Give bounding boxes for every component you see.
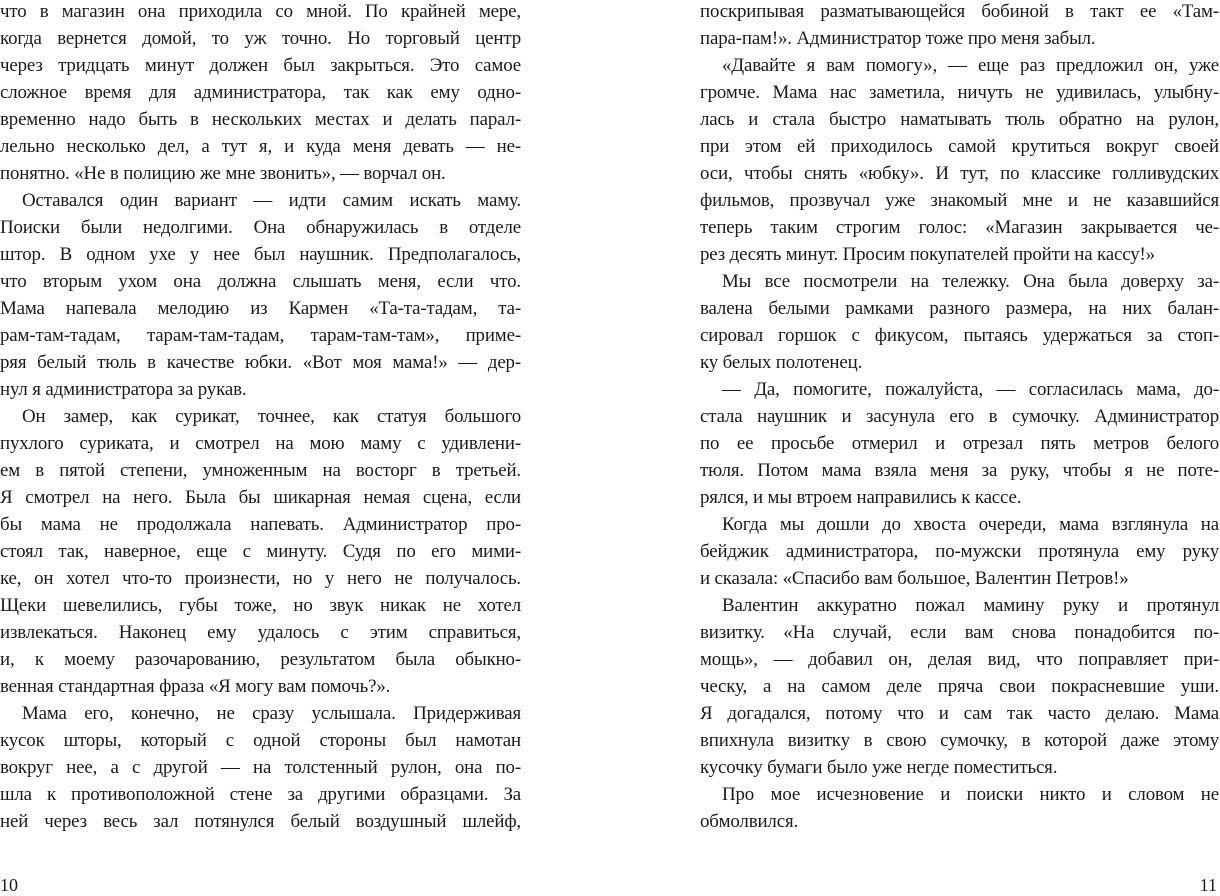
text-line: Я догадался, потому что и сам так часто делаю. Мама [700,703,1219,724]
text-line: Мы все посмотрели на тележку. Она была доверху за- [722,271,1219,292]
text-line: ку белых полотенец. [700,352,863,373]
text-line: извлекаться. Наконец ему удалось с этим справиться, [0,622,521,643]
text-line: стала наушник и засунула его в сумочку. Администратор [700,406,1219,427]
text-line: рез десять минут. Просим покупателей пройти на кассу!» [700,244,1155,265]
text-line: оси, чтобы снять «юбку». И тут, по классике голливудских [700,163,1219,184]
text-line: ческу, а на самом деле пряча свои покрасневшие уши. [700,676,1219,697]
text-line: Валентин аккуратно пожал мамину руку и протянул [722,595,1219,616]
text-line: впихнула визитку в свою сумочку, в которой даже этому [700,730,1219,751]
text-line: вокруг нее, а с другой — на толстенный рулон, она по- [0,757,521,778]
text-line: тюля. Потом мама взяла меня за руку, чтобы я не поте- [700,460,1219,481]
text-line: фильмов, прозвучал уже знакомый мне и не казавшийся [700,190,1219,211]
text-line: — Да, помогите, пожалуйста, — согласилась мама, до- [722,379,1219,400]
text-line: громче. Мама нас заметила, ничуть не удивилась, улыбну- [700,82,1219,103]
text-line: Он замер, как сурикат, точнее, как статуя большого [22,406,521,427]
text-line: венная стандартная фраза «Я могу вам помочь?». [0,676,391,697]
text-line: обмолвился. [700,811,799,832]
text-line: Поиски были недолгими. Она обнаружилась в отделе [0,217,521,238]
right-page-text [700,0,1219,835]
text-line: что вторым ухом она должна слышать меня, если что. [0,271,521,292]
text-line: пара-пам!». Администратор тоже про меня забыл. [700,28,1096,49]
text-line: пухлого суриката, и смотрел на мою маму с удивлени- [0,433,521,454]
text-line: нул я администратора за рукав. [0,379,247,400]
text-line: штор. В одном ухе у нее был наушник. Предполагалось, [0,244,521,265]
text-line: валена белыми рамками разного размера, на них балан- [700,298,1219,319]
text-line: лельно несколько дел, а тут я, и куда меня девать — не- [0,136,521,157]
text-line: рялся, и мы втроем направились к кассе. [700,487,1022,508]
text-line: понятно. «Не в полицию же мне звонить», — ворчал он. [0,163,446,184]
text-line: Я смотрел на него. Была бы шикарная немая сцена, если [0,487,521,508]
page-number-left: 10 [0,875,18,895]
text-line: шла к противоположной стене за другими образцами. За [0,784,521,805]
text-line: лась и стала быстро наматывать тюль обратно на рулон, [700,109,1219,130]
text-line: сложное время для администратора, так как ему одно- [0,82,521,103]
text-line: и, к моему разочарованию, результатом была обыкно- [0,649,521,670]
left-page-text [0,0,521,835]
text-line: временно надо быть в нескольких местах и делать парал- [0,109,521,130]
text-line: Мама напевала мелодию из Кармен «Та-та-тадам, та- [0,298,521,319]
text-line: ней через весь зал потянулся белый воздушный шлейф, [0,811,521,832]
left-page [0,0,560,896]
text-line: ке, он хотел что-то произнести, но у него не получалось. [0,568,521,589]
text-line: мощь», — добавил он, делая вид, что поправляет при- [700,649,1219,670]
text-line: при этом ей приходилось самой крутиться вокруг своей [700,136,1219,157]
text-line: кусочку бумаги было уже негде поместиться. [700,757,1058,778]
right-page [645,0,1220,896]
text-line: по ее просьбе отмерил и отрезал пять метров белого [700,433,1219,454]
text-line: Оставался один вариант — идти самим искать маму. [22,190,521,211]
text-line: стоял так, наверное, еще с минуту. Судя по его мими- [0,541,521,562]
text-line: Щеки шевелились, губы тоже, но звук никак не хотел [0,595,521,616]
text-line: когда вернется домой, то уж точно. Но торговый центр [0,28,521,49]
text-line: «Давайте я вам помогу», — еще раз предложил он, уже [722,55,1219,76]
text-line: Когда мы дошли до хвоста очереди, мама взглянула на [722,514,1219,535]
text-line: сировал горшок с фикусом, пытаясь удержаться за стоп- [700,325,1219,346]
text-line: Про мое исчезновение и поиски никто и словом не [722,784,1219,805]
text-line: теперь таким строгим голос: «Магазин закрывается че- [700,217,1219,238]
text-line: через тридцать минут должен был закрыться. Это самое [0,55,521,76]
text-line: визитку. «На случай, если вам снова понадобится по- [700,622,1219,643]
page-number-right: 11 [1199,875,1217,895]
text-line: бейджик администратора, по-мужски протянула ему руку [700,541,1219,562]
text-line: бы мама не продолжала напевать. Администратор про- [0,514,521,535]
text-line: ем в пятой степени, умноженным на восторг в третьей. [0,460,521,481]
text-line: рам-там-тадам, тарам-там-тадам, тарам-там-там», приме- [0,325,521,346]
text-line: и сказала: «Спасибо вам большое, Валентин Петров!» [700,568,1129,589]
text-line: поскрипывая разматывающейся бобиной в такт ее «Там- [700,1,1219,22]
text-line: кусок шторы, который с одной стороны был намотан [0,730,521,751]
text-line: ряя белый тюль в качестве юбки. «Вот моя мама!» — дер- [0,352,521,373]
text-line: Мама его, конечно, не сразу услышала. Придерживая [22,703,521,724]
text-line: что в магазин она приходила со мной. По крайней мере, [0,1,521,22]
